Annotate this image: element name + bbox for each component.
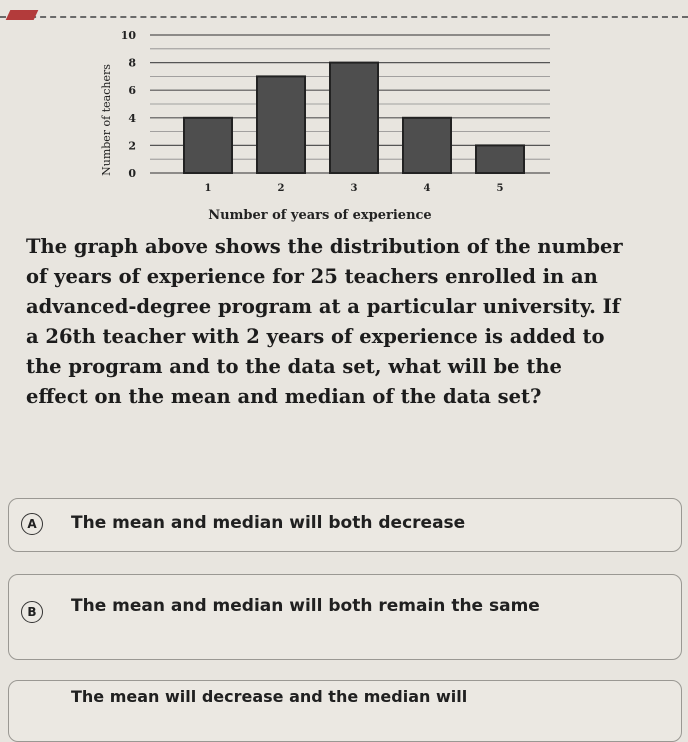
x-tick-labels	[205, 183, 504, 194]
y-tick-label: 2	[128, 139, 136, 153]
y-tick-label: 4	[128, 111, 136, 125]
choice-c-text: The mean will decrease and the median will	[71, 687, 468, 706]
bar-chart	[90, 25, 560, 225]
choice-b[interactable]	[8, 574, 682, 660]
choice-a-text: The mean and median will both decrease	[71, 513, 466, 533]
bar-5	[476, 145, 524, 173]
bar-2	[257, 76, 305, 173]
y-tick-label: 6	[128, 84, 136, 98]
y-tick-label: 0	[128, 167, 136, 180]
x-tick-label: 5	[496, 183, 504, 194]
red-ink-mark	[6, 10, 39, 20]
x-tick-label: 1	[204, 183, 212, 194]
top-dashed-divider	[0, 16, 688, 18]
x-tick-label: 4	[423, 183, 431, 194]
x-tick-label: 3	[350, 183, 358, 194]
choice-a-letter: A	[21, 513, 43, 535]
y-tick-label: 8	[128, 56, 136, 70]
bar-4	[403, 118, 451, 173]
y-tick-label: 10	[120, 29, 136, 42]
choice-a[interactable]	[8, 498, 682, 552]
choice-b-letter: B	[21, 601, 43, 623]
bar-1	[184, 118, 232, 173]
x-axis-label: Number of years of experience	[208, 208, 432, 223]
choice-c[interactable]	[8, 680, 682, 742]
y-axis-label: Number of teachers	[100, 64, 113, 176]
y-tick-labels	[121, 29, 137, 180]
x-tick-label: 2	[277, 183, 285, 194]
bar-3	[330, 63, 378, 173]
question-text: The graph above shows the distribution of the number of years of experience for 25 teachers enrolled in an advanced-degree program at a particular university. If a 26th teacher with 2 years of experience is added to the program and to the data set, what will be the effect on the mean and median of the data set?	[26, 235, 623, 408]
choice-b-text: The mean and median will both remain the same	[71, 596, 540, 616]
